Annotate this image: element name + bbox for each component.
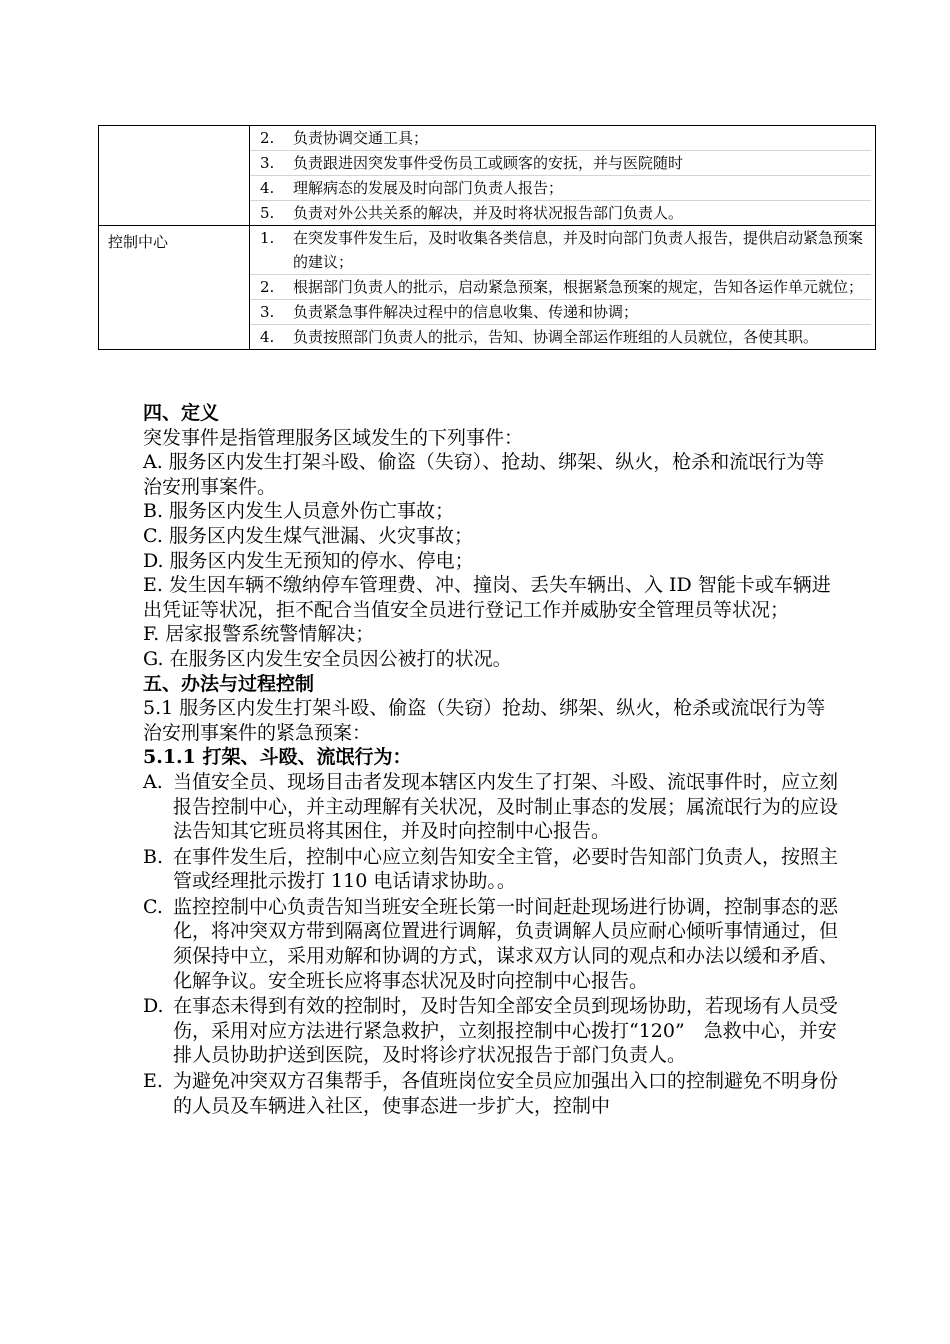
duty-number: 2. <box>260 129 275 147</box>
duty-text: 负责对外公共关系的解决，并及时将状况报告部门负责人。 <box>293 204 684 222</box>
duty-item <box>250 275 871 300</box>
duty-item <box>250 325 871 349</box>
definition-item: E. 发生因车辆不缴纳停车管理费、冲、撞岗、丢失车辆出、入 ID 智能卡或车辆进出凭证等状况，拒不配合当值安全员进行登记工作并威胁安全管理员等状况； <box>143 574 831 621</box>
duty-text: 在突发事件发生后，及时收集各类信息，并及时向部门负责人报告，提供启动紧急预案的建议； <box>293 229 864 271</box>
procedure-item <box>143 994 843 1068</box>
definition-item: F. 居家报警系统警情解决； <box>143 623 375 646</box>
duty-item <box>250 201 871 225</box>
definition-item: G. 在服务区内发生安全员因公被打的状况。 <box>143 647 512 670</box>
duties-cell <box>250 226 876 350</box>
duty-text: 根据部门负责人的批示，启动紧急预案，根据紧急预案的规定，告知各运作单元就位； <box>293 278 864 296</box>
procedure-text: 监控控制中心负责告知当班安全班长第一时间赶赴现场进行协调，控制事态的恶化，将冲突双方带到隔离位置进行调解，负责调解人员应耐心倾听事情通过，但须保持中立，采用劝解和协调的方式，谋求双方认同的观点和办法以缓和矛盾、化解争议。安全班长应将事态状况及时向控制中心报告。 <box>173 895 839 992</box>
duties-cell <box>250 126 876 226</box>
duty-number: 5. <box>260 204 275 222</box>
duty-number: 3. <box>260 303 275 321</box>
table-row <box>99 226 876 350</box>
section-heading-definitions: 四、定义 <box>143 402 220 424</box>
procedure-text: 当值安全员、现场目击者发现本辖区内发生了打架、斗殴、流氓事件时，应立刻报告控制中心，并主动理解有关状况，及时制止事态的发展；属流氓行为的应设法告知其它班员将其困住，并及时向控制中心报告。 <box>173 770 839 843</box>
duty-item <box>250 300 871 325</box>
measures-intro: 5.1 服务区内发生打架斗殴、偷盗（失窃）抢劫、绑架、纵火，枪杀或流氓行为等治安刑事案件的紧急预案： <box>143 697 826 744</box>
duty-number: 4. <box>260 328 275 346</box>
procedure-item <box>143 895 843 993</box>
procedure-letter: D. <box>143 995 164 1018</box>
procedure-text: 在事件发生后，控制中心应立刻告知安全主管，必要时告知部门负责人，按照主管或经理批示拨打 110 电话请求协助。。 <box>173 845 839 893</box>
duty-text: 负责紧急事件解决过程中的信息收集、传递和协调； <box>293 303 639 321</box>
document-body <box>143 401 843 1118</box>
duty-number: 3. <box>260 154 275 172</box>
procedure-letter: B. <box>143 845 164 868</box>
duty-item <box>250 226 871 275</box>
definition-item: B. 服务区内发生人员意外伤亡事故； <box>143 500 455 523</box>
definition-item: C. 服务区内发生煤气泄漏、火灾事故； <box>143 524 473 547</box>
duty-item <box>250 176 871 201</box>
table-row <box>99 126 876 226</box>
duty-number: 4. <box>260 179 275 197</box>
subsection-heading: 5.1.1 打架、斗殴、流氓行为： <box>143 746 412 769</box>
duty-text: 负责跟进因突发事件受伤员工或顾客的安抚，并与医院随时 <box>293 154 684 172</box>
section-heading-measures: 五、办法与过程控制 <box>143 672 315 695</box>
definition-item: D. 服务区内发生无预知的停水、停电； <box>143 549 474 572</box>
procedure-text: 在事态未得到有效的控制时，及时告知全部安全员到现场协助，若现场有人员受伤，采用对应方法进行紧急救护，立刻报控制中心拨打“120” 急救中心，并安排人员协助护送到医院，及时将诊疗状况报告于部门负责人。 <box>173 995 839 1067</box>
procedure-item <box>143 770 843 844</box>
procedure-letter: A. <box>143 770 163 793</box>
procedure-letter: C. <box>143 895 163 918</box>
definitions-intro: 突发事件是指管理服务区域发生的下列事件： <box>143 426 524 449</box>
department-cell <box>99 126 250 226</box>
procedure-text: 为避免冲突双方召集帮手，各值班岗位安全员应加强出入口的控制避免不明身份的人员及车辆进入社区，使事态进一步扩大，控制中 <box>173 1070 839 1117</box>
definition-item: A. 服务区内发生打架斗殴、偷盗（失窃）、抢劫、绑架、纵火，枪杀和流氓行为等治安刑事案件。 <box>143 451 825 498</box>
duty-item <box>250 126 871 151</box>
duty-number: 2. <box>260 278 275 296</box>
procedure-item <box>143 845 843 894</box>
procedure-item <box>143 1069 843 1118</box>
procedure-letter: E. <box>143 1070 163 1093</box>
duty-text: 理解病态的发展及时向部门负责人报告； <box>293 179 564 197</box>
duty-text: 负责协调交通工具； <box>293 129 429 147</box>
department-cell: 控制中心 <box>99 226 250 350</box>
duty-text: 负责按照部门负责人的批示，告知、协调全部运作班组的人员就位，各使其职。 <box>293 328 819 346</box>
duty-number: 1. <box>260 229 275 247</box>
duty-item <box>250 151 871 176</box>
responsibility-table <box>98 125 876 350</box>
